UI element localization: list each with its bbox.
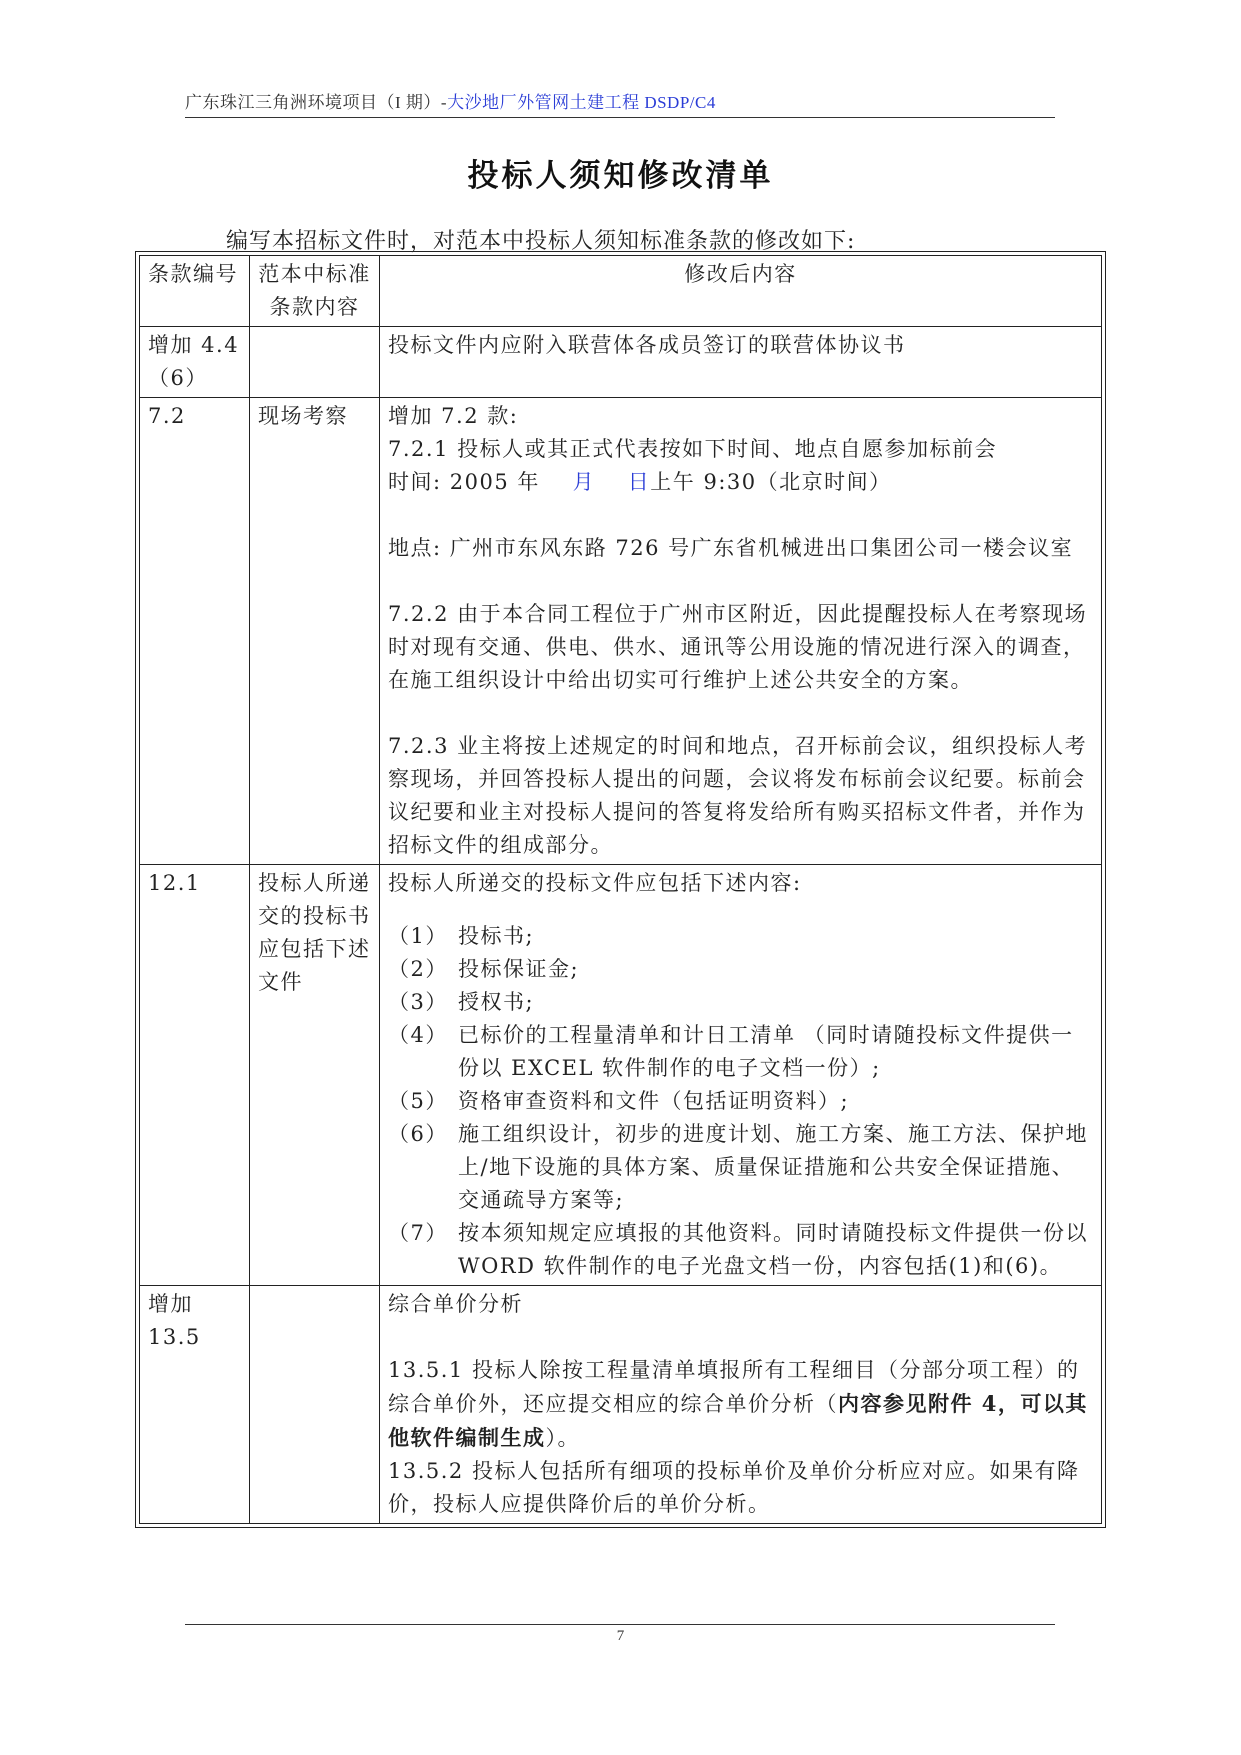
meeting-month: 月 <box>572 470 596 494</box>
header-project: 广东珠江三角洲环境项目（I 期）- <box>185 93 448 112</box>
clause-13-5-1: 13.5.1 投标人除按工程量清单填报所有工程细目（分部分项工程）的综合单价外，还应提交相应的综合单价分析（内容参见附件 4，可以其他软件编制生成）。 <box>388 1358 1088 1450</box>
meeting-time-label: 时间: 2005 年 <box>388 470 540 494</box>
clause-number: 增加 4.4（6） <box>140 327 250 398</box>
content-line: 增加 7.2 款: <box>388 404 519 428</box>
clause-13-5-2: 13.5.2 投标人包括所有细项的投标单价及单价分析应对应。如果有降价，投标人应提供降价后的单价分析。 <box>388 1459 1080 1516</box>
clause-number: 7.2 <box>140 398 250 865</box>
intro-text: 编写本招标文件时，对范本中投标人须知标准条款的修改如下: <box>226 229 856 254</box>
clause-7-2-3: 7.2.3 业主将按上述规定的时间和地点，召开标前会议，组织投标人考察现场，并回答投标人提出的问题，会议将发布标前会议纪要。标前会议纪要和业主对投标人提问的答复将发给所有购买招标文件者，并作为招标文件的组成部分。 <box>388 734 1088 857</box>
amendment-table <box>139 255 1102 1524</box>
clause-number: 增加 13.5 <box>140 1286 250 1524</box>
attachment-reference: 内容参见附件 4，可以其他软件编制生成 <box>388 1391 1088 1450</box>
standard-clause <box>250 327 380 398</box>
table-row <box>140 1286 1102 1524</box>
table-row <box>140 865 1102 1286</box>
content-line: 投标人所递交的投标文件应包括下述内容: <box>388 871 802 895</box>
list-item: （4） 已标价的工程量清单和计日工清单 （同时请随投标文件提供一份以 EXCEL 软件制作的电子文档一份）; <box>388 1023 1074 1080</box>
list-item: （6） 施工组织设计，初步的进度计划、施工方案、施工方法、保护地上/地下设施的具体方案、质量保证措施和公共安全保证措施、交通疏导方案等; <box>388 1122 1088 1212</box>
table-row <box>140 327 1102 398</box>
header-rule <box>185 117 1055 118</box>
list-item: （1） 投标书; <box>388 924 535 948</box>
revised-content: 投标文件内应附入联营体各成员签订的联营体协议书 <box>380 327 1102 398</box>
header-revised-content: 修改后内容 <box>380 256 1102 327</box>
list-item: （7） 按本须知规定应填报的其他资料。同时请随投标文件提供一份以 WORD 软件制作的电子光盘文档一份，内容包括(1)和(6)。 <box>388 1221 1088 1278</box>
footer-rule <box>185 1624 1055 1625</box>
revised-content <box>380 398 1102 865</box>
list-item: （2） 投标保证金; <box>388 957 580 981</box>
page-number: 7 <box>616 1628 625 1644</box>
table-row <box>140 398 1102 865</box>
content-title: 综合单价分析 <box>388 1292 523 1316</box>
content-line: 7.2.1 投标人或其正式代表按如下时间、地点自愿参加标前会 <box>388 437 998 461</box>
list-item: （5） 资格审查资料和文件（包括证明资料）; <box>388 1089 850 1113</box>
header-standard-content: 范本中标准条款内容 <box>250 256 380 327</box>
clause-7-2-2: 7.2.2 由于本合同工程位于广州市区附近，因此提醒投标人在考察现场时对现有交通、供电、供水、通讯等公用设施的情况进行深入的调查，在施工组织设计中给出切实可行维护上述公共安全的方案。 <box>388 602 1088 692</box>
page-title: 投标人须知修改清单 <box>467 158 774 194</box>
table-header-row <box>140 256 1102 327</box>
meeting-location: 地点: 广州市东风东路 726 号广东省机械进出口集团公司一楼会议室 <box>388 536 1074 560</box>
list-item: （3） 授权书; <box>388 990 535 1014</box>
header-contract: 大沙地厂外管网土建工程 DSDP/C4 <box>447 93 716 112</box>
meeting-day: 日 <box>627 470 651 494</box>
revised-content <box>380 1286 1102 1524</box>
meeting-time <box>388 466 1093 499</box>
standard-clause <box>250 1286 380 1524</box>
clause-number: 12.1 <box>140 865 250 1286</box>
standard-clause: 现场考察 <box>250 398 380 865</box>
running-header <box>185 88 1055 113</box>
revised-content <box>380 865 1102 1286</box>
standard-clause: 投标人所递交的投标书应包括下述文件 <box>250 865 380 1286</box>
header-clause-no: 条款编号 <box>140 256 250 327</box>
meeting-hour: 上午 9:30（北京时间） <box>650 470 892 494</box>
